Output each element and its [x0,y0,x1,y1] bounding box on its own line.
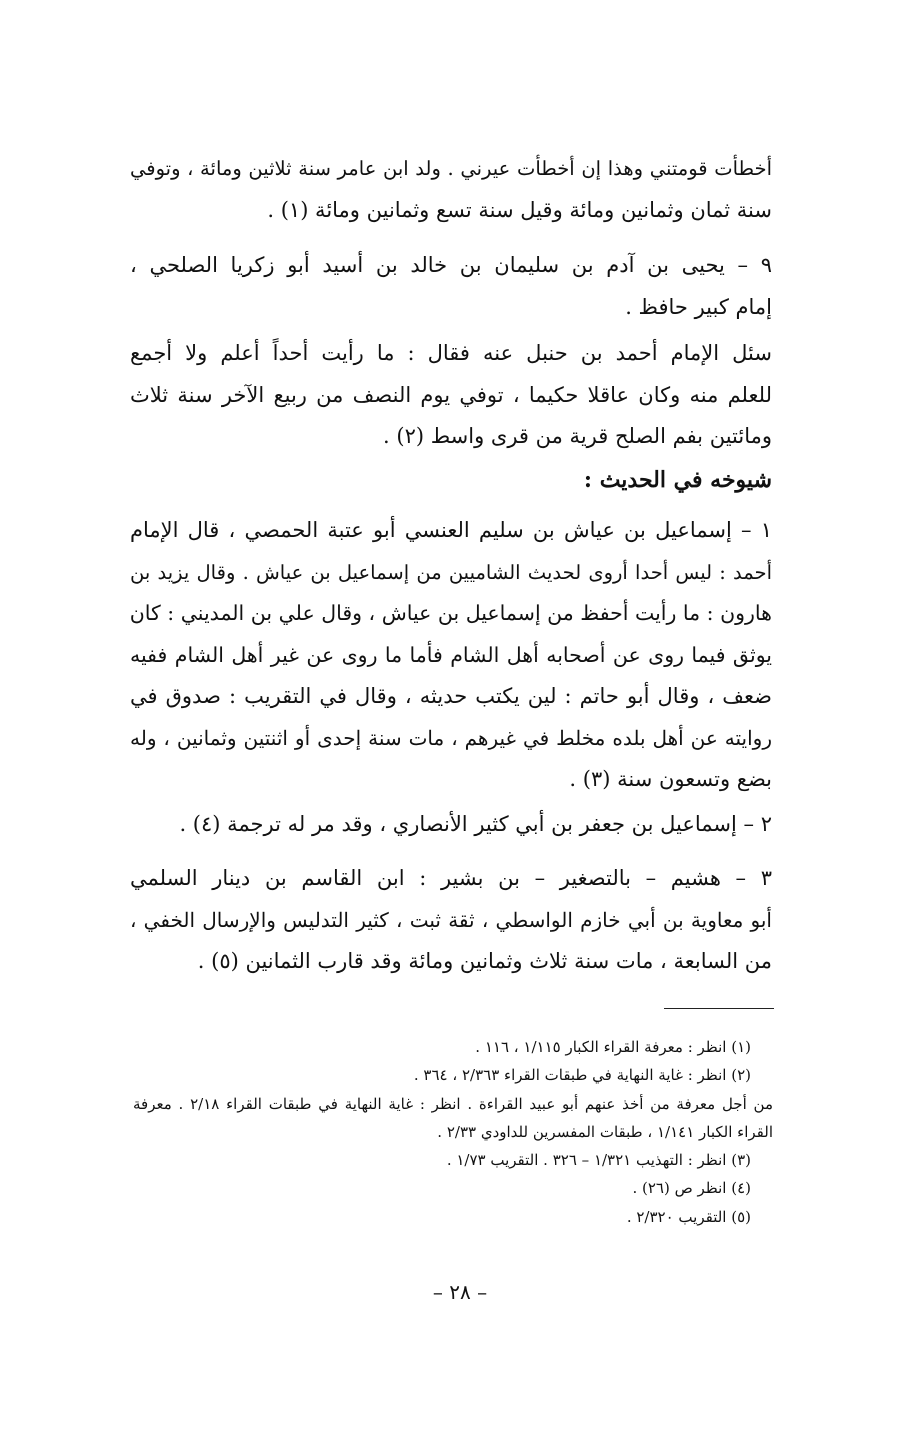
text-line: ٢ – إسماعيل بن جعفر بن أبي كثير الأنصاري ، وقد مر له ترجمة (٤) . [179,812,772,836]
text-line: بضع وتسعون سنة (٣) . [569,767,772,791]
text-line: أبو معاوية بن أبي خازم الواسطي ، ثقة ثبت ، كثير التدليس والإرسال الخفي ، [130,907,772,932]
footnote-2-continuation: القراء الكبار ١/١٤١ ، طبقات المفسرين للداودي ٢/٣٣ . [437,1122,773,1141]
text-line: ومائتين بفم الصلح قرية من قرى واسط (٢) . [383,424,772,448]
text-line: ضعف ، وقال أبو حاتم : لين يكتب حديثه ، وقال في التقريب : صدوق في [130,684,772,708]
page-number: – ٢٨ – [432,1280,488,1304]
footnote-5: (٥) التقريب ٢/٣٢٠ . [626,1207,751,1226]
text-line: من السابعة ، مات سنة ثلاث وثمانين ومائة وقد قارب الثمانين (٥) . [197,949,772,973]
paragraph-4 [130,510,772,801]
footnotes [133,1033,773,1231]
text-line: هارون : ما رأيت أحفظ من إسماعيل بن عياش ، وقال علي بن المديني : كان [129,601,772,625]
text-line: للعلم منه وكان عاقلا حكيما ، توفي يوم النصف من ربيع الآخر سنة ثلاث [130,382,772,407]
text-line: أحمد : ليس أحدا أروى لحديث الشاميين من إسماعيل بن عياش . وقال يزيد بن [130,560,772,584]
footnote-3: (٣) انظر : التهذيب ١/٣٢١ – ٣٢٦ . التقريب ١/٧٣ . [446,1151,751,1170]
text-line: ١ – إسماعيل بن عياش بن سليم العنسي أبو عتبة الحمصي ، قال الإمام [130,518,772,542]
footnote-separator [664,1008,774,1009]
text-line: أخطأت قومتني وهذا إن أخطأت عيرني . ولد ابن عامر سنة ثلاثين ومائة ، وتوفي [130,157,772,180]
text-line: روايته عن أهل بلده مخلط في غيرهم ، مات سنة إحدى أو اثنتين وثمانين ، وله [130,725,772,750]
paragraph-1 [130,148,772,231]
text-line: إمام كبير حافظ . [625,294,772,319]
text-line: يوثق فيما روى عن أصحابه أهل الشام فأما ما روى عن غير أهل الشام ففيه [130,642,772,667]
text-line: ٩ – يحيى بن آدم بن سليمان بن خالد بن أسيد أبو زكريا الصلحي ، [130,253,772,277]
footnote-2-continuation: من أجل معرفة من أخذ عنهم أبو عبيد القراءة . انظر : غاية النهاية في طبقات القراء ٢/١٨ . معرفة [133,1094,773,1113]
text-line: ٣ – هشيم – بالتصغير – بن بشير : ابن القاسم بن دينار السلمي [130,866,772,890]
paragraph-6 [130,858,772,983]
text-line: سنة ثمان وثمانين ومائة وقيل سنة تسع وثمانين ومائة (١) . [267,197,772,222]
footnote-4: (٤) انظر ص (٢٦) . [632,1179,751,1198]
section-heading: شيوخه في الحديث : [583,467,772,493]
paragraph-2 [130,245,772,328]
footnote-2: (٢) انظر : غاية النهاية في طبقات القراء ٢/٣٦٣ ، ٣٦٤ . [413,1066,751,1085]
text-line: سئل الإمام أحمد بن حنبل عنه فقال : ما رأيت أحداً أعلم ولا أجمع [130,341,772,365]
paragraph-3 [130,333,772,458]
paragraph-5 [130,804,772,846]
footnote-1: (١) انظر : معرفة القراء الكبار ١/١١٥ ، ١١٦ . [475,1038,751,1056]
